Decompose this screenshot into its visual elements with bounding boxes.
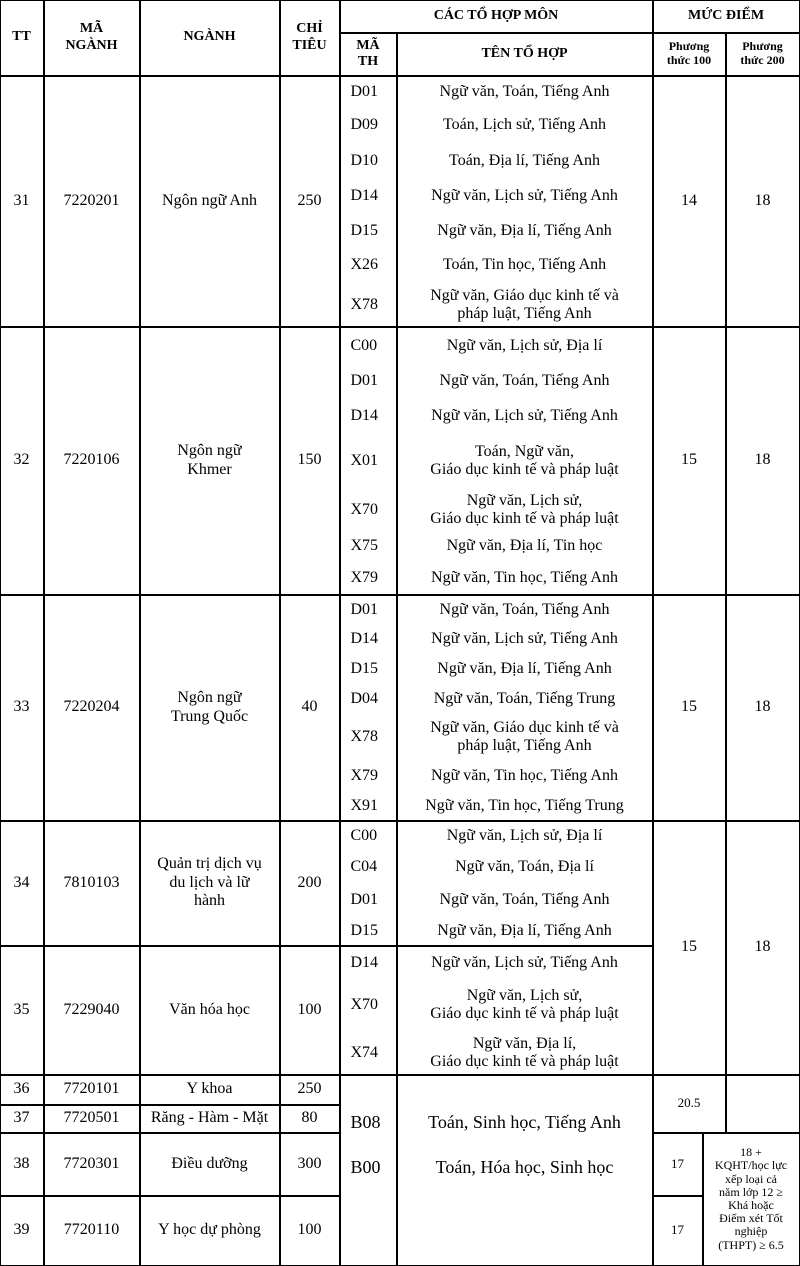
row-31-nganh: Ngôn ngữ Anh [140,76,280,327]
combo-code-d15: D15 [350,659,379,677]
combo-name-d01: Ngữ văn, Toán, Tiếng Anh [439,890,610,908]
combo-code-b08: B08 [350,1111,381,1132]
combo-code-d15: D15 [350,922,379,940]
combo-name-x01: Toán, Ngữ văn, Giáo dục kinh tế và pháp luật [430,443,619,478]
combo-name-b08: Toán, Sinh học, Tiếng Anh [428,1111,621,1132]
header-phuong-thuc-100: Phương thức 100 [653,33,726,76]
row-31-combo-names [397,76,653,327]
row-32-nganh: Ngôn ngữ Khmer [140,327,280,595]
combo-name-d10: Toán, Địa lí, Tiếng Anh [449,151,600,169]
header-ma-nganh: MÃ NGÀNH [44,0,140,76]
combo-name-c04: Ngữ văn, Toán, Địa lí [455,858,594,876]
combo-name-x26: Toán, Tin học, Tiếng Anh [442,256,607,274]
combo-name-b00: Toán, Hóa học, Sinh học [435,1156,614,1177]
row-35-combo-names [397,946,653,1075]
row-32-pt200: 18 [726,327,800,595]
row-34-nganh: Quản trị dịch vụ du lịch và lữ hành [140,821,280,946]
row-34-35-pt100: 15 [653,821,726,1075]
combo-name-x70: Ngữ văn, Lịch sử, Giáo dục kinh tế và pháp luật [430,491,619,527]
row-37-nganh: Răng - Hàm - Mặt [140,1105,280,1133]
combo-name-d14: Ngữ văn, Lịch sử, Tiếng Anh [431,629,618,647]
row-39-chi-tieu: 100 [280,1196,340,1266]
row-34-tt: 34 [0,821,44,946]
row-35-nganh: Văn hóa học [140,946,280,1075]
combo-name-d04: Ngữ văn, Toán, Tiếng Trung [433,689,616,707]
combo-name-d14: Ngữ văn, Lịch sử, Tiếng Anh [431,187,618,205]
row-33-pt200: 18 [726,595,800,821]
row-32-combo-codes [340,327,397,595]
row-35-combo-codes [340,946,397,1075]
row-32-ma-nganh: 7220106 [44,327,140,595]
row-32-pt100: 15 [653,327,726,595]
row-34-chi-tieu: 200 [280,821,340,946]
header-cac-to-hop-mon: CÁC TỔ HỢP MÔN [340,0,653,33]
combo-name-d14: Ngữ văn, Lịch sử, Tiếng Anh [431,953,618,971]
combo-name-d14: Ngữ văn, Lịch sử, Tiếng Anh [431,406,618,424]
combo-code-c00: C00 [350,336,378,354]
row-34-ma-nganh: 7810103 [44,821,140,946]
combo-name-d15: Ngữ văn, Địa lí, Tiếng Anh [437,221,612,239]
medical-combo-names [397,1075,653,1266]
header-tt: TT [0,0,44,76]
row-37-chi-tieu: 80 [280,1105,340,1133]
combo-code-d14: D14 [350,629,379,647]
header-chi-tieu: CHỈ TIÊU [280,0,340,76]
combo-name-d01: Ngữ văn, Toán, Tiếng Anh [439,600,610,618]
row-38-pt100: 17 [653,1133,703,1196]
header-ten-to-hop: TÊN TỔ HỢP [397,33,653,76]
row-33-chi-tieu: 40 [280,595,340,821]
row-37-tt: 37 [0,1105,44,1133]
row-33-ma-nganh: 7220204 [44,595,140,821]
row-31-ma-nganh: 7220201 [44,76,140,327]
combo-code-x79: X79 [350,766,379,784]
combo-name-d01: Ngữ văn, Toán, Tiếng Anh [439,371,610,389]
combo-name-c00: Ngữ văn, Lịch sử, Địa lí [446,336,603,354]
combo-code-x78: X78 [350,728,379,746]
combo-name-x70: Ngữ văn, Lịch sử, Giáo dục kinh tế và pháp luật [430,986,619,1022]
combo-name-x78: Ngữ văn, Giáo dục kinh tế và pháp luật, Tiếng Anh [430,287,619,322]
row-36-37-pt100: 20.5 [653,1075,726,1133]
header-nganh: NGÀNH [140,0,280,76]
row-38-39-pt200: 18 + KQHT/học lực xếp loại cả năm lớp 12 ≥ Khá hoặc Điểm xét Tốt nghiệp (THPT) ≥ 6.5 [703,1133,800,1266]
combo-code-c04: C04 [350,858,378,876]
row-35-chi-tieu: 100 [280,946,340,1075]
row-33-combo-codes [340,595,397,821]
row-31-pt200: 18 [726,76,800,327]
row-36-nganh: Y khoa [140,1075,280,1105]
combo-name-d15: Ngữ văn, Địa lí, Tiếng Anh [437,659,612,677]
combo-code-d01: D01 [350,371,379,389]
row-31-pt100: 14 [653,76,726,327]
combo-name-x79: Ngữ văn, Tin học, Tiếng Anh [431,766,618,784]
combo-code-c00: C00 [350,827,378,845]
row-38-nganh: Điều dưỡng [140,1133,280,1196]
row-33-nganh: Ngôn ngữ Trung Quốc [140,595,280,821]
row-34-combo-codes [340,821,397,946]
combo-code-d10: D10 [350,151,379,169]
combo-name-d15: Ngữ văn, Địa lí, Tiếng Anh [437,922,612,940]
header-muc-diem: MỨC ĐIỂM [653,0,800,33]
row-38-tt: 38 [0,1133,44,1196]
combo-code-x70: X70 [350,995,379,1013]
row-33-combo-names [397,595,653,821]
row-39-ma-nganh: 7720110 [44,1196,140,1266]
combo-name-x74: Ngữ văn, Địa lí, Giáo dục kinh tế và pháp luật [430,1035,619,1070]
row-33-pt100: 15 [653,595,726,821]
combo-code-d01: D01 [350,600,379,618]
row-36-tt: 36 [0,1075,44,1105]
combo-code-x70: X70 [350,500,379,518]
row-31-combo-codes [340,76,397,327]
combo-code-d04: D04 [350,689,379,707]
row-36-37-pt200 [726,1075,800,1133]
combo-code-d14: D14 [350,953,379,971]
header-phuong-thuc-200: Phương thức 200 [726,33,800,76]
row-32-tt: 32 [0,327,44,595]
row-31-chi-tieu: 250 [280,76,340,327]
row-39-nganh: Y học dự phòng [140,1196,280,1266]
combo-name-d09: Toán, Lịch sử, Tiếng Anh [442,115,607,133]
medical-combo-codes [340,1075,397,1266]
combo-name-x75: Ngữ văn, Địa lí, Tin học [446,536,603,554]
combo-name-x91: Ngữ văn, Tin học, Tiếng Trung [425,797,624,815]
row-36-chi-tieu: 250 [280,1075,340,1105]
row-35-ma-nganh: 7229040 [44,946,140,1075]
row-33-tt: 33 [0,595,44,821]
combo-code-x75: X75 [350,536,379,554]
row-39-pt100: 17 [653,1196,703,1266]
combo-code-d14: D14 [350,406,379,424]
row-36-ma-nganh: 7720101 [44,1075,140,1105]
combo-code-x91: X91 [350,797,379,815]
row-37-ma-nganh: 7720501 [44,1105,140,1133]
combo-code-x26: X26 [350,256,379,274]
combo-code-d15: D15 [350,221,379,239]
combo-code-d09: D09 [350,115,379,133]
combo-code-b00: B00 [350,1156,381,1177]
combo-code-x74: X74 [350,1044,379,1062]
combo-code-x01: X01 [350,452,379,470]
combo-code-x79: X79 [350,569,379,587]
row-34-35-pt200: 18 [726,821,800,1075]
combo-code-d01: D01 [350,890,379,908]
combo-name-d01: Ngữ văn, Toán, Tiếng Anh [439,82,610,100]
combo-code-d14: D14 [350,187,379,205]
row-35-tt: 35 [0,946,44,1075]
row-38-chi-tieu: 300 [280,1133,340,1196]
combo-code-d01: D01 [350,82,379,100]
combo-name-c00: Ngữ văn, Lịch sử, Địa lí [446,827,603,845]
row-39-tt: 39 [0,1196,44,1266]
row-38-ma-nganh: 7720301 [44,1133,140,1196]
combo-code-x78: X78 [350,296,379,314]
row-32-chi-tieu: 150 [280,327,340,595]
combo-name-x79: Ngữ văn, Tin học, Tiếng Anh [431,569,618,587]
row-31-tt: 31 [0,76,44,327]
header-ma-th: MÃ TH [340,33,397,76]
row-34-combo-names [397,821,653,946]
combo-name-x78: Ngữ văn, Giáo dục kinh tế và pháp luật, Tiếng Anh [430,719,619,754]
row-32-combo-names [397,327,653,595]
